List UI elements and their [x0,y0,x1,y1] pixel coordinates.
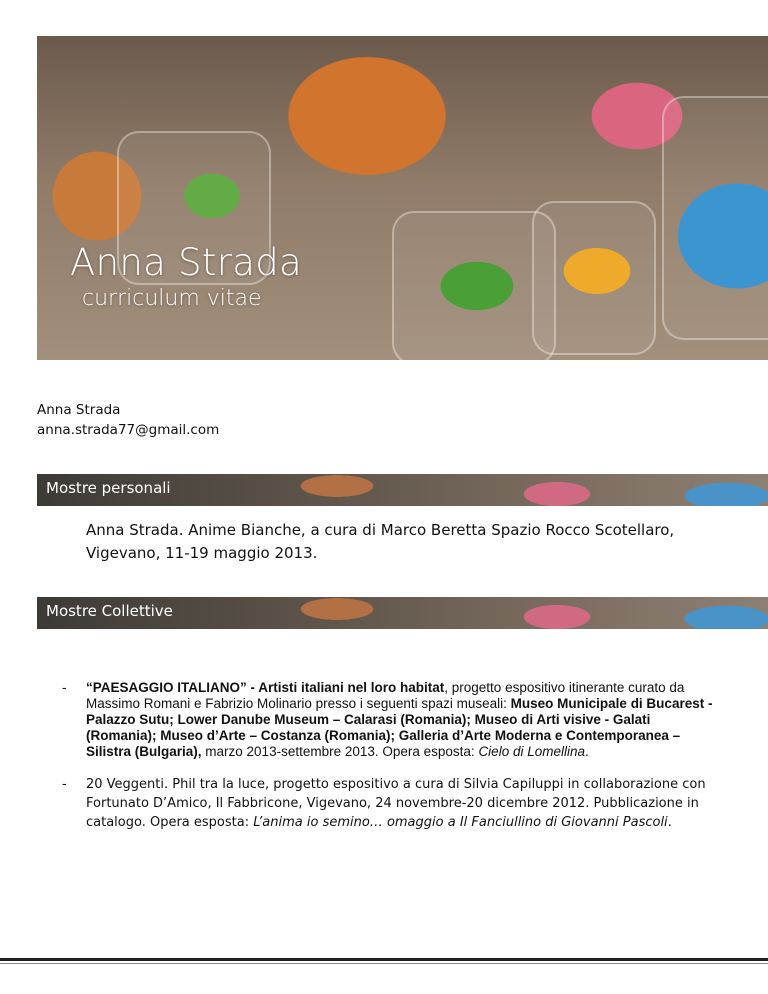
section-header-collective [37,597,768,629]
list-item [62,680,722,760]
item-work: L’anima io semino… omaggio a Il Fanciullino di Giovanni Pascoli [253,815,668,830]
page-subtitle: curriculum vitae [82,286,262,311]
footer-divider [0,958,768,961]
page-title: Anna Strada [70,241,302,284]
item-end: . [667,815,672,830]
item-text: marzo 2013-settembre 2013. Opera esposta: [201,744,479,759]
header-banner-image [37,36,768,360]
section-heading: Mostre Collettive [46,602,173,620]
entry-text: a cura di Marco Beretta Spazio Rocco Scotellaro, Vigevano, 11-19 maggio 2013. [86,521,675,562]
personal-exhibition-entry [86,519,726,565]
entry-title: Anna Strada. Anime Bianche, [86,521,306,539]
jar-shape [532,201,656,355]
contact-block [37,400,219,440]
item-title: “PAESAGGIO ITALIANO” - Artisti italiani nel loro habitat [86,680,445,695]
list-dash: - [62,777,67,792]
item-text: , progetto espositivo itinerante curato da Massimo Romani e Fabrizio Molinario presso i seguenti spazi museali: [86,680,685,711]
item-end: . [585,744,589,759]
list-item [62,775,722,832]
contact-name: Anna Strada [37,402,121,418]
item-text: , progetto espositivo a cura di Silvia Capiluppi in collaborazione con Fortunato D’Amico, Il Fabbricone, Vigevano, 24 novembre-20 dicembre 2012. Pubblicazione in catalogo. Opera esposta: [86,777,706,830]
item-venues: Museo Municipale di Bucarest - Palazzo Sutu; Lower Danube Museum – Calarasi (Romania); Museo di Arti visive - Galati (Romania); Museo d’Arte – Costanza (Romania); Galleria d’Arte Moderna e Contemporanea – Silistra (Bulgaria), [86,696,713,759]
item-work: Cielo di Lomellina [478,744,585,759]
collective-exhibitions-list [62,680,722,847]
contact-email[interactable]: anna.strada77@gmail.com [37,422,220,438]
item-title: 20 Veggenti. Phil tra la luce [86,777,265,792]
footer-divider-thin [0,963,768,964]
list-dash: - [62,680,67,695]
section-header-personal [37,474,768,506]
section-heading: Mostre personali [46,479,171,497]
jar-shape [662,96,768,340]
